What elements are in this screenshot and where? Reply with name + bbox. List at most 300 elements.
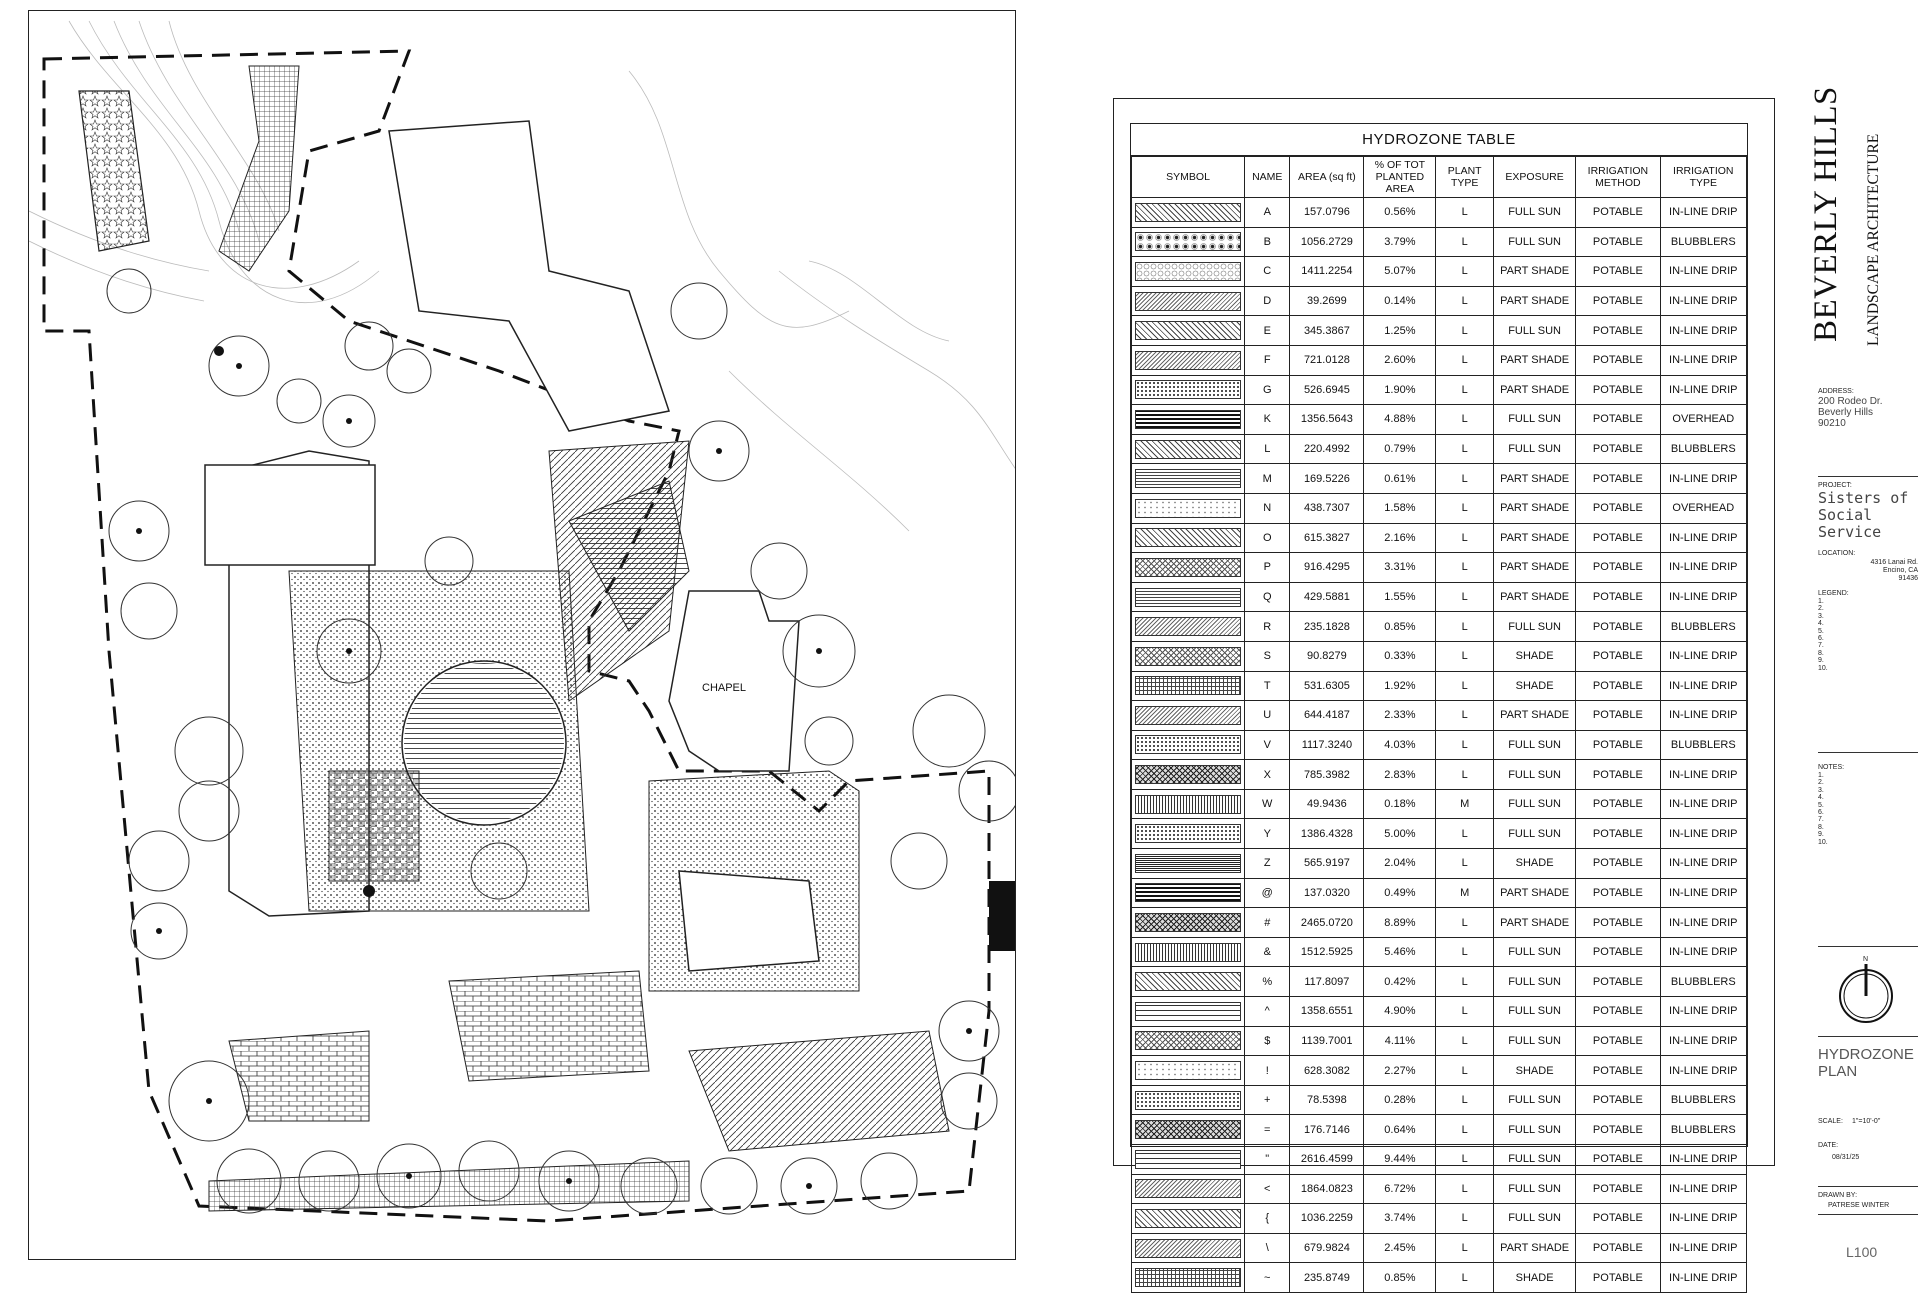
row-percent: 4.11% xyxy=(1364,1026,1436,1056)
row-name: = xyxy=(1245,1115,1290,1145)
row-symbol-cell xyxy=(1132,464,1245,494)
table-row xyxy=(1132,937,1747,967)
chapel-building xyxy=(669,591,799,771)
address-label: ADDRESS: xyxy=(1818,388,1854,395)
hatch-swatch xyxy=(1135,824,1241,843)
row-area: 644.4187 xyxy=(1290,701,1364,731)
hatch-swatch xyxy=(1135,558,1241,577)
table-row xyxy=(1132,730,1747,760)
row-symbol-cell xyxy=(1132,286,1245,316)
row-name: X xyxy=(1245,760,1290,790)
row-area: 1386.4328 xyxy=(1290,819,1364,849)
table-row xyxy=(1132,316,1747,346)
north-arrow-icon xyxy=(1836,956,1896,1028)
row-irrigation-method: POTABLE xyxy=(1576,345,1660,375)
table-row xyxy=(1132,1056,1747,1086)
row-irrigation-type: IN-LINE DRIP xyxy=(1660,849,1746,879)
hatch-swatch xyxy=(1135,647,1241,666)
row-plant-type: L xyxy=(1436,671,1494,701)
hatch-swatch xyxy=(1135,854,1241,873)
hatch-swatch xyxy=(1135,735,1241,754)
row-symbol-cell xyxy=(1132,1233,1245,1263)
hatch-swatch xyxy=(1135,1150,1241,1169)
black-structure xyxy=(989,881,1016,951)
row-irrigation-type: IN-LINE DRIP xyxy=(1660,286,1746,316)
row-irrigation-method: POTABLE xyxy=(1576,671,1660,701)
chapel-label: CHAPEL xyxy=(702,682,747,694)
row-area: 90.8279 xyxy=(1290,641,1364,671)
row-percent: 2.60% xyxy=(1364,345,1436,375)
row-exposure: FULL SUN xyxy=(1493,819,1575,849)
row-plant-type: L xyxy=(1436,553,1494,583)
row-irrigation-type: IN-LINE DRIP xyxy=(1660,1056,1746,1086)
hydrozone-rows xyxy=(1132,198,1747,1293)
row-irrigation-method: POTABLE xyxy=(1576,937,1660,967)
row-area: 1356.5643 xyxy=(1290,405,1364,435)
legend-item: 8. xyxy=(1818,649,1824,657)
table-row xyxy=(1132,701,1747,731)
legend-item: 10. xyxy=(1818,664,1828,672)
row-exposure: PART SHADE xyxy=(1493,908,1575,938)
legend-item: 4. xyxy=(1818,620,1824,628)
table-row xyxy=(1132,582,1747,612)
row-irrigation-method: POTABLE xyxy=(1576,967,1660,997)
row-plant-type: L xyxy=(1436,316,1494,346)
hatch-swatch xyxy=(1135,883,1241,902)
hydrozone-table-frame xyxy=(1113,98,1775,1284)
row-symbol-cell xyxy=(1132,1145,1245,1175)
row-irrigation-method: POTABLE xyxy=(1576,375,1660,405)
hatch-swatch xyxy=(1135,1120,1241,1139)
hatch-swatch xyxy=(1135,1061,1241,1080)
table-row xyxy=(1132,553,1747,583)
row-percent: 0.85% xyxy=(1364,1263,1436,1293)
table-row xyxy=(1132,464,1747,494)
row-irrigation-method: POTABLE xyxy=(1576,227,1660,257)
row-name: R xyxy=(1245,612,1290,642)
row-exposure: PART SHADE xyxy=(1493,464,1575,494)
header-symbol: SYMBOL xyxy=(1132,157,1245,198)
row-symbol-cell xyxy=(1132,612,1245,642)
hatch-swatch xyxy=(1135,588,1241,607)
row-symbol-cell xyxy=(1132,198,1245,228)
row-irrigation-method: POTABLE xyxy=(1576,523,1660,553)
row-irrigation-type: IN-LINE DRIP xyxy=(1660,345,1746,375)
row-exposure: FULL SUN xyxy=(1493,937,1575,967)
row-exposure: PART SHADE xyxy=(1493,523,1575,553)
hydrozone-table-title: HYDROZONE TABLE xyxy=(1131,124,1747,156)
row-name: T xyxy=(1245,671,1290,701)
row-plant-type: M xyxy=(1436,878,1494,908)
location-label: LOCATION: xyxy=(1818,550,1856,557)
row-exposure: PART SHADE xyxy=(1493,701,1575,731)
row-percent: 8.89% xyxy=(1364,908,1436,938)
row-irrigation-method: POTABLE xyxy=(1576,789,1660,819)
row-irrigation-type: IN-LINE DRIP xyxy=(1660,316,1746,346)
row-area: 220.4992 xyxy=(1290,434,1364,464)
row-exposure: FULL SUN xyxy=(1493,997,1575,1027)
row-percent: 0.64% xyxy=(1364,1115,1436,1145)
hydrozone-grid xyxy=(1131,156,1747,1293)
row-irrigation-type: IN-LINE DRIP xyxy=(1660,701,1746,731)
row-plant-type: L xyxy=(1436,1056,1494,1086)
row-area: 785.3982 xyxy=(1290,760,1364,790)
row-plant-type: L xyxy=(1436,760,1494,790)
row-irrigation-type: IN-LINE DRIP xyxy=(1660,198,1746,228)
row-area: 565.9197 xyxy=(1290,849,1364,879)
row-symbol-cell xyxy=(1132,257,1245,287)
table-row xyxy=(1132,997,1747,1027)
row-percent: 0.85% xyxy=(1364,612,1436,642)
row-name: " xyxy=(1245,1145,1290,1175)
header-irrigation-type: IRRIGATION TYPE xyxy=(1660,157,1746,198)
row-area: 916.4295 xyxy=(1290,553,1364,583)
row-area: 429.5881 xyxy=(1290,582,1364,612)
row-percent: 2.04% xyxy=(1364,849,1436,879)
row-symbol-cell xyxy=(1132,701,1245,731)
row-name: \ xyxy=(1245,1233,1290,1263)
project-line-3: Service xyxy=(1818,523,1882,541)
header-percent: % OF TOT PLANTED AREA xyxy=(1364,157,1436,198)
row-plant-type: L xyxy=(1436,1145,1494,1175)
row-plant-type: M xyxy=(1436,789,1494,819)
rule-drawn-by xyxy=(1818,1186,1918,1187)
table-row xyxy=(1132,286,1747,316)
row-name: P xyxy=(1245,553,1290,583)
row-plant-type: L xyxy=(1436,345,1494,375)
row-irrigation-method: POTABLE xyxy=(1576,553,1660,583)
row-irrigation-method: POTABLE xyxy=(1576,464,1660,494)
row-area: 137.0320 xyxy=(1290,878,1364,908)
table-row xyxy=(1132,1233,1747,1263)
table-row xyxy=(1132,819,1747,849)
row-irrigation-method: POTABLE xyxy=(1576,1233,1660,1263)
row-plant-type: L xyxy=(1436,997,1494,1027)
zone-diag-south xyxy=(689,1031,949,1151)
table-row xyxy=(1132,1174,1747,1204)
row-plant-type: L xyxy=(1436,1233,1494,1263)
row-name: K xyxy=(1245,405,1290,435)
legend-item: 2. xyxy=(1818,605,1824,613)
row-area: 176.7146 xyxy=(1290,1115,1364,1145)
table-row xyxy=(1132,908,1747,938)
row-area: 169.5226 xyxy=(1290,464,1364,494)
row-percent: 1.25% xyxy=(1364,316,1436,346)
row-percent: 2.27% xyxy=(1364,1056,1436,1086)
row-symbol-cell xyxy=(1132,1026,1245,1056)
row-exposure: PART SHADE xyxy=(1493,345,1575,375)
row-area: 1864.0823 xyxy=(1290,1174,1364,1204)
hatch-swatch xyxy=(1135,262,1241,281)
header-area: AREA (sq ft) xyxy=(1290,157,1364,198)
row-percent: 4.03% xyxy=(1364,730,1436,760)
north-label: N xyxy=(1863,956,1869,963)
row-name: ^ xyxy=(1245,997,1290,1027)
row-name: { xyxy=(1245,1204,1290,1234)
rule-sheet-title xyxy=(1818,1036,1918,1037)
row-percent: 0.49% xyxy=(1364,878,1436,908)
row-exposure: FULL SUN xyxy=(1493,198,1575,228)
row-name: % xyxy=(1245,967,1290,997)
drawn-by-label: DRAWN BY: xyxy=(1818,1192,1858,1199)
notes-item: 8. xyxy=(1818,823,1824,831)
site-plan xyxy=(28,10,1016,1260)
row-exposure: FULL SUN xyxy=(1493,1085,1575,1115)
legend-item: 3. xyxy=(1818,612,1824,620)
hatch-swatch xyxy=(1135,972,1241,991)
row-name: S xyxy=(1245,641,1290,671)
row-area: 39.2699 xyxy=(1290,286,1364,316)
row-percent: 3.79% xyxy=(1364,227,1436,257)
row-irrigation-type: BLUBBLERS xyxy=(1660,730,1746,760)
row-symbol-cell xyxy=(1132,405,1245,435)
legend-item: 9. xyxy=(1818,657,1824,665)
hatch-swatch xyxy=(1135,1091,1241,1110)
row-name: & xyxy=(1245,937,1290,967)
row-percent: 0.56% xyxy=(1364,198,1436,228)
notes-item: 7. xyxy=(1818,816,1824,824)
table-row xyxy=(1132,405,1747,435)
hatch-swatch xyxy=(1135,765,1241,784)
row-irrigation-type: BLUBBLERS xyxy=(1660,434,1746,464)
row-irrigation-method: POTABLE xyxy=(1576,1145,1660,1175)
header-irrigation-method: IRRIGATION METHOD xyxy=(1576,157,1660,198)
hatch-swatch xyxy=(1135,706,1241,725)
row-irrigation-type: OVERHEAD xyxy=(1660,405,1746,435)
row-irrigation-type: IN-LINE DRIP xyxy=(1660,1263,1746,1293)
row-exposure: FULL SUN xyxy=(1493,1145,1575,1175)
row-symbol-cell xyxy=(1132,523,1245,553)
row-symbol-cell xyxy=(1132,434,1245,464)
hatch-swatch xyxy=(1135,1002,1241,1021)
row-irrigation-method: POTABLE xyxy=(1576,198,1660,228)
row-area: 345.3867 xyxy=(1290,316,1364,346)
row-symbol-cell xyxy=(1132,937,1245,967)
row-area: 235.1828 xyxy=(1290,612,1364,642)
drawn-by-value: PATRESE WINTER xyxy=(1828,1202,1890,1209)
row-area: 721.0128 xyxy=(1290,345,1364,375)
sheet-title-line-1: HYDROZONE xyxy=(1818,1046,1914,1063)
row-plant-type: L xyxy=(1436,375,1494,405)
row-percent: 1.55% xyxy=(1364,582,1436,612)
row-symbol-cell xyxy=(1132,730,1245,760)
row-irrigation-type: IN-LINE DRIP xyxy=(1660,671,1746,701)
table-row xyxy=(1132,967,1747,997)
row-area: 628.3082 xyxy=(1290,1056,1364,1086)
table-row xyxy=(1132,1204,1747,1234)
row-irrigation-type: BLUBBLERS xyxy=(1660,1085,1746,1115)
row-irrigation-type: IN-LINE DRIP xyxy=(1660,937,1746,967)
row-symbol-cell xyxy=(1132,553,1245,583)
row-name: ! xyxy=(1245,1056,1290,1086)
table-row xyxy=(1132,345,1747,375)
row-percent: 4.90% xyxy=(1364,997,1436,1027)
row-plant-type: L xyxy=(1436,1174,1494,1204)
site-plan-drawing xyxy=(29,11,1016,1260)
table-row xyxy=(1132,878,1747,908)
row-percent: 2.83% xyxy=(1364,760,1436,790)
row-exposure: FULL SUN xyxy=(1493,1174,1575,1204)
row-name: ~ xyxy=(1245,1263,1290,1293)
row-area: 1139.7001 xyxy=(1290,1026,1364,1056)
row-name: U xyxy=(1245,701,1290,731)
table-row xyxy=(1132,760,1747,790)
notes-item: 4. xyxy=(1818,794,1824,802)
table-row xyxy=(1132,1145,1747,1175)
header-plant-type: PLANT TYPE xyxy=(1436,157,1494,198)
row-irrigation-method: POTABLE xyxy=(1576,612,1660,642)
hatch-swatch xyxy=(1135,1239,1241,1258)
row-plant-type: L xyxy=(1436,257,1494,287)
row-percent: 2.33% xyxy=(1364,701,1436,731)
hatch-swatch xyxy=(1135,499,1241,518)
row-exposure: PART SHADE xyxy=(1493,493,1575,523)
table-row xyxy=(1132,375,1747,405)
row-area: 531.6305 xyxy=(1290,671,1364,701)
row-exposure: SHADE xyxy=(1493,671,1575,701)
row-plant-type: L xyxy=(1436,967,1494,997)
project-line-2: Social xyxy=(1818,506,1873,524)
zone-brick-south xyxy=(229,1031,369,1121)
row-symbol-cell xyxy=(1132,1263,1245,1293)
row-exposure: SHADE xyxy=(1493,1056,1575,1086)
row-symbol-cell xyxy=(1132,671,1245,701)
row-irrigation-type: IN-LINE DRIP xyxy=(1660,641,1746,671)
header-row xyxy=(1132,157,1747,198)
row-irrigation-method: POTABLE xyxy=(1576,997,1660,1027)
hatch-swatch xyxy=(1135,292,1241,311)
row-plant-type: L xyxy=(1436,641,1494,671)
row-plant-type: L xyxy=(1436,227,1494,257)
row-exposure: PART SHADE xyxy=(1493,257,1575,287)
hatch-swatch xyxy=(1135,617,1241,636)
row-percent: 2.45% xyxy=(1364,1233,1436,1263)
row-symbol-cell xyxy=(1132,760,1245,790)
row-irrigation-method: POTABLE xyxy=(1576,849,1660,879)
row-plant-type: L xyxy=(1436,1026,1494,1056)
zone-circle-lawn-hatch xyxy=(404,663,564,823)
row-name: W xyxy=(1245,789,1290,819)
row-irrigation-method: POTABLE xyxy=(1576,641,1660,671)
row-percent: 0.28% xyxy=(1364,1085,1436,1115)
row-irrigation-method: POTABLE xyxy=(1576,582,1660,612)
table-row xyxy=(1132,1115,1747,1145)
rule-north xyxy=(1818,946,1918,947)
location-line-3: 91436 xyxy=(1898,575,1918,582)
hatch-swatch xyxy=(1135,321,1241,340)
zone-brick-central xyxy=(449,971,649,1081)
row-irrigation-method: POTABLE xyxy=(1576,1204,1660,1234)
row-plant-type: L xyxy=(1436,819,1494,849)
row-symbol-cell xyxy=(1132,227,1245,257)
notes-item: 6. xyxy=(1818,809,1824,816)
row-irrigation-method: POTABLE xyxy=(1576,434,1660,464)
row-irrigation-method: POTABLE xyxy=(1576,908,1660,938)
row-percent: 9.44% xyxy=(1364,1145,1436,1175)
row-area: 49.9436 xyxy=(1290,789,1364,819)
row-plant-type: L xyxy=(1436,937,1494,967)
row-name: # xyxy=(1245,908,1290,938)
row-plant-type: L xyxy=(1436,1115,1494,1145)
row-exposure: FULL SUN xyxy=(1493,434,1575,464)
table-row xyxy=(1132,227,1747,257)
project-label: PROJECT: xyxy=(1818,482,1852,489)
hatch-swatch xyxy=(1135,676,1241,695)
row-exposure: PART SHADE xyxy=(1493,582,1575,612)
row-area: 526.6945 xyxy=(1290,375,1364,405)
row-percent: 2.16% xyxy=(1364,523,1436,553)
table-row xyxy=(1132,1263,1747,1293)
table-row xyxy=(1132,671,1747,701)
row-area: 615.3827 xyxy=(1290,523,1364,553)
scale-label: SCALE: xyxy=(1818,1118,1843,1125)
table-row xyxy=(1132,493,1747,523)
row-irrigation-type: IN-LINE DRIP xyxy=(1660,908,1746,938)
row-irrigation-type: IN-LINE DRIP xyxy=(1660,1026,1746,1056)
row-name: A xyxy=(1245,198,1290,228)
row-percent: 5.07% xyxy=(1364,257,1436,287)
notes-item: 10. xyxy=(1818,838,1828,846)
legend-item: 6. xyxy=(1818,635,1824,642)
scale-value: 1"=10'-0" xyxy=(1852,1118,1881,1125)
row-irrigation-method: POTABLE xyxy=(1576,701,1660,731)
hatch-swatch xyxy=(1135,1209,1241,1228)
row-irrigation-method: POTABLE xyxy=(1576,1263,1660,1293)
row-plant-type: L xyxy=(1436,612,1494,642)
table-row xyxy=(1132,257,1747,287)
row-name: N xyxy=(1245,493,1290,523)
row-irrigation-type: IN-LINE DRIP xyxy=(1660,1233,1746,1263)
table-row xyxy=(1132,434,1747,464)
hatch-swatch xyxy=(1135,1268,1241,1287)
table-row xyxy=(1132,523,1747,553)
row-percent: 1.90% xyxy=(1364,375,1436,405)
row-irrigation-type: OVERHEAD xyxy=(1660,493,1746,523)
row-symbol-cell xyxy=(1132,1085,1245,1115)
row-irrigation-method: POTABLE xyxy=(1576,1026,1660,1056)
row-exposure: FULL SUN xyxy=(1493,760,1575,790)
zone-upper-left xyxy=(79,91,149,251)
row-irrigation-method: POTABLE xyxy=(1576,1174,1660,1204)
row-area: 1056.2729 xyxy=(1290,227,1364,257)
row-symbol-cell xyxy=(1132,997,1245,1027)
hatch-swatch xyxy=(1135,795,1241,814)
row-name: D xyxy=(1245,286,1290,316)
legend-label: LEGEND: xyxy=(1818,590,1849,597)
row-area: 78.5398 xyxy=(1290,1085,1364,1115)
hydrozone-table xyxy=(1130,123,1748,1284)
row-exposure: FULL SUN xyxy=(1493,316,1575,346)
sheet-number: L100 xyxy=(1846,1244,1878,1260)
row-exposure: FULL SUN xyxy=(1493,1204,1575,1234)
legend-item: 7. xyxy=(1818,642,1824,650)
row-symbol-cell xyxy=(1132,967,1245,997)
row-irrigation-type: IN-LINE DRIP xyxy=(1660,553,1746,583)
notes-item: 9. xyxy=(1818,831,1824,839)
row-exposure: FULL SUN xyxy=(1493,405,1575,435)
row-plant-type: L xyxy=(1436,730,1494,760)
building-north-block xyxy=(205,465,375,565)
row-area: 2616.4599 xyxy=(1290,1145,1364,1175)
row-exposure: FULL SUN xyxy=(1493,612,1575,642)
row-irrigation-type: BLUBBLERS xyxy=(1660,227,1746,257)
row-exposure: PART SHADE xyxy=(1493,375,1575,405)
row-area: 438.7307 xyxy=(1290,493,1364,523)
table-row xyxy=(1132,849,1747,879)
row-name: F xyxy=(1245,345,1290,375)
row-area: 157.0796 xyxy=(1290,198,1364,228)
row-percent: 0.18% xyxy=(1364,789,1436,819)
